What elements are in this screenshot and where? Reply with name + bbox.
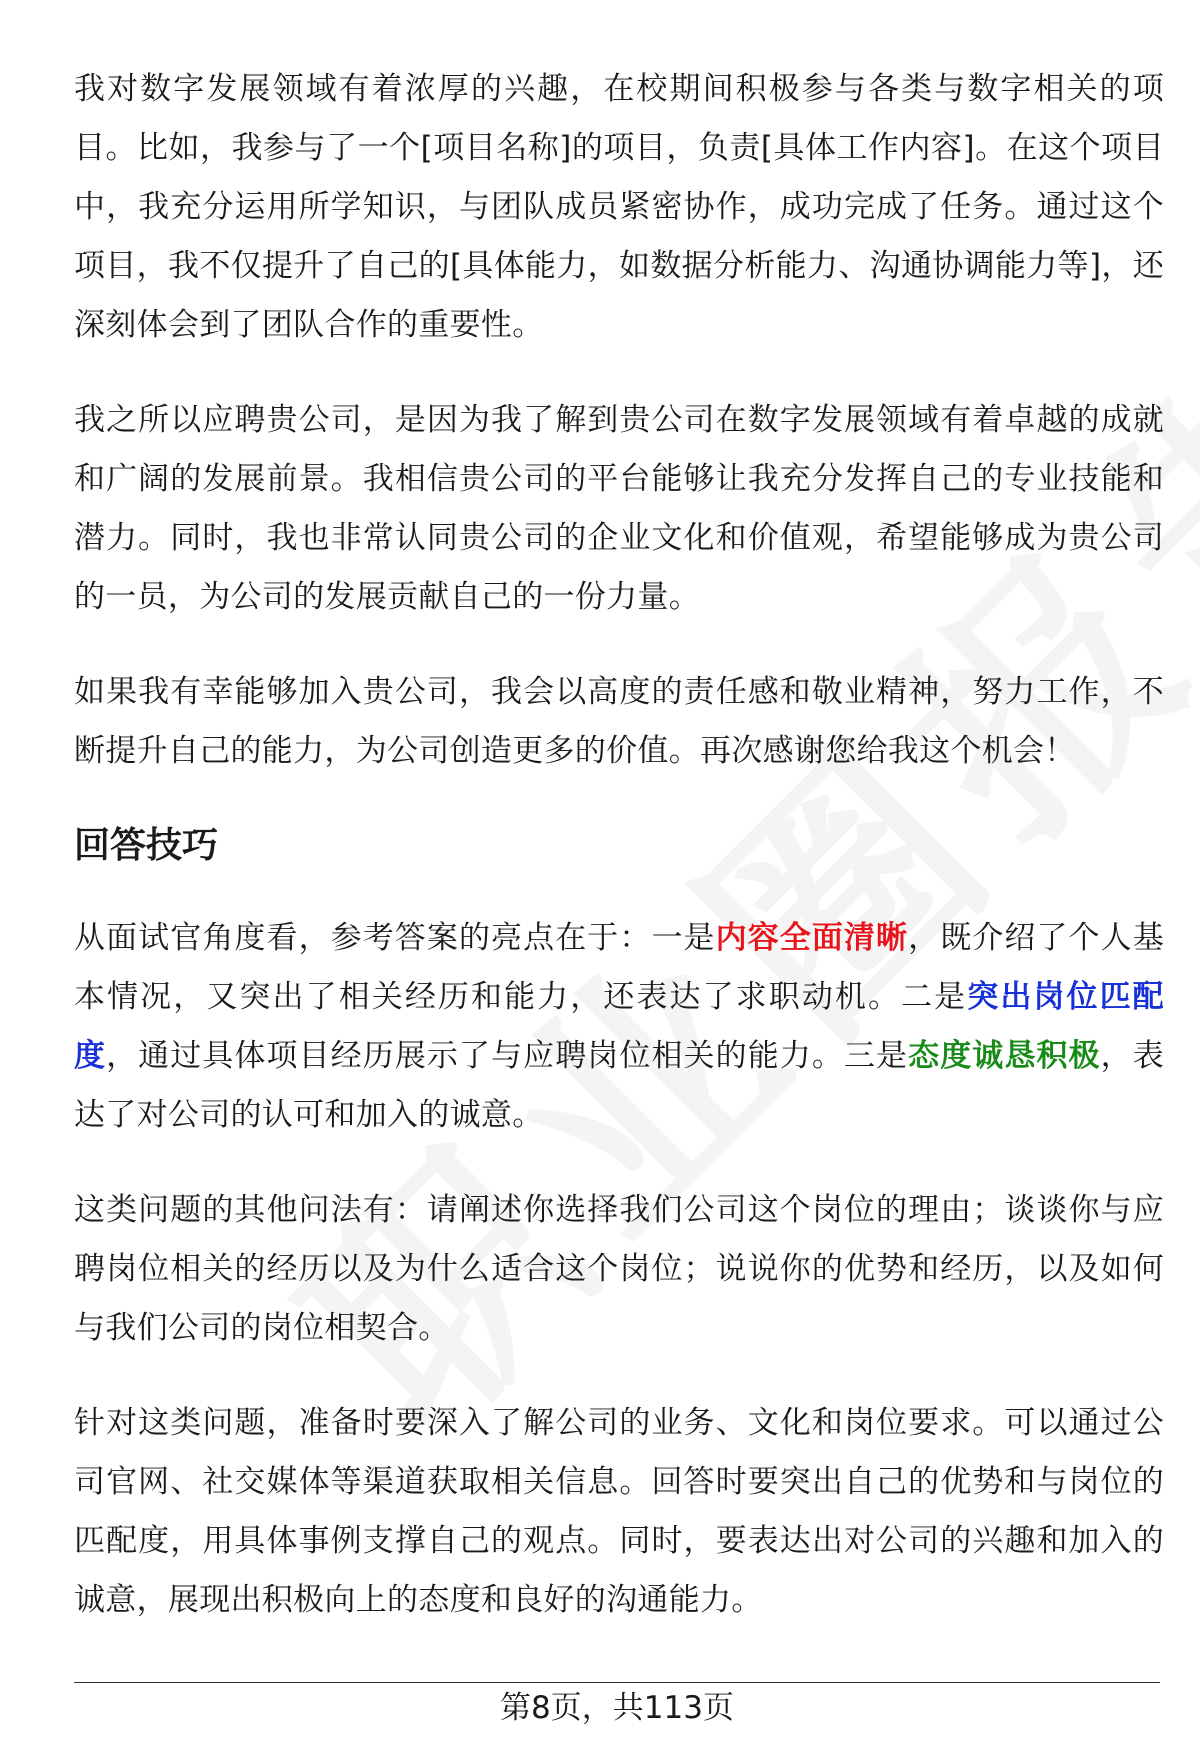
document-body bbox=[74, 60, 1164, 1666]
highlight-attitude-sincere: 态度诚恳积极 bbox=[908, 1038, 1101, 1074]
tips-text-2: ，既介绍了个人基本情况，又突出了相关经历和能力，还表达了求职动机。二是 bbox=[74, 920, 1164, 1015]
footer-divider bbox=[74, 1682, 1160, 1683]
answer-paragraph-1: 我对数字发展领域有着浓厚的兴趣，在校期间积极参与各类与数字相关的项目。比如，我参与了一个[项目名称]的项目，负责[具体工作内容]。在这个项目中，我充分运用所学知识，与团队成员紧密协作，成功完成了任务。通过这个项目，我不仅提升了自己的[具体能力，如数据分析能力、沟通协调能力等]，还深刻体会到了团队合作的重要性。 bbox=[74, 71, 1164, 343]
alternate-questions-paragraph: 这类问题的其他问法有：请阐述你选择我们公司这个岗位的理由；谈谈你与应聘岗位相关的经历以及为什么适合这个岗位；说说你的优势和经历，以及如何与我们公司的岗位相契合。 bbox=[74, 1192, 1164, 1346]
tips-text-1: 从面试官角度看，参考答案的亮点在于：一是 bbox=[74, 920, 716, 956]
tips-text-3: ，通过具体项目经历展示了与应聘岗位相关的能力。三是 bbox=[106, 1038, 909, 1074]
answer-paragraph-2: 我之所以应聘贵公司，是因为我了解到贵公司在数字发展领域有着卓越的成就和广阔的发展前景。我相信贵公司的平台能够让我充分发挥自己的专业技能和潜力。同时，我也非常认同贵公司的企业文化和价值观，希望能够成为贵公司的一员，为公司的发展贡献自己的一份力量。 bbox=[74, 402, 1164, 615]
highlight-content-clear: 内容全面清晰 bbox=[715, 920, 909, 956]
page-number-label: 第8页，共113页 bbox=[500, 1690, 734, 1726]
tips-paragraph bbox=[74, 909, 1164, 1145]
answer-paragraph-3: 如果我有幸能够加入贵公司，我会以高度的责任感和敬业精神，努力工作，不断提升自己的能力，为公司创造更多的价值。再次感谢您给我这个机会！ bbox=[74, 674, 1164, 769]
section-title-answer-tips: 回答技巧 bbox=[74, 825, 219, 866]
preparation-advice-paragraph: 针对这类问题，准备时要深入了解公司的业务、文化和岗位要求。可以通过公司官网、社交媒体等渠道获取相关信息。回答时要突出自己的优势和与岗位的匹配度，用具体事例支撑自己的观点。同时，要表达出对公司的兴趣和加入的诚意，展现出积极向上的态度和良好的沟通能力。 bbox=[74, 1405, 1164, 1618]
highlight-position-match: 突出岗位匹配度 bbox=[74, 979, 1164, 1074]
tips-text-4: ，表达了对公司的认可和加入的诚意。 bbox=[74, 1038, 1164, 1133]
